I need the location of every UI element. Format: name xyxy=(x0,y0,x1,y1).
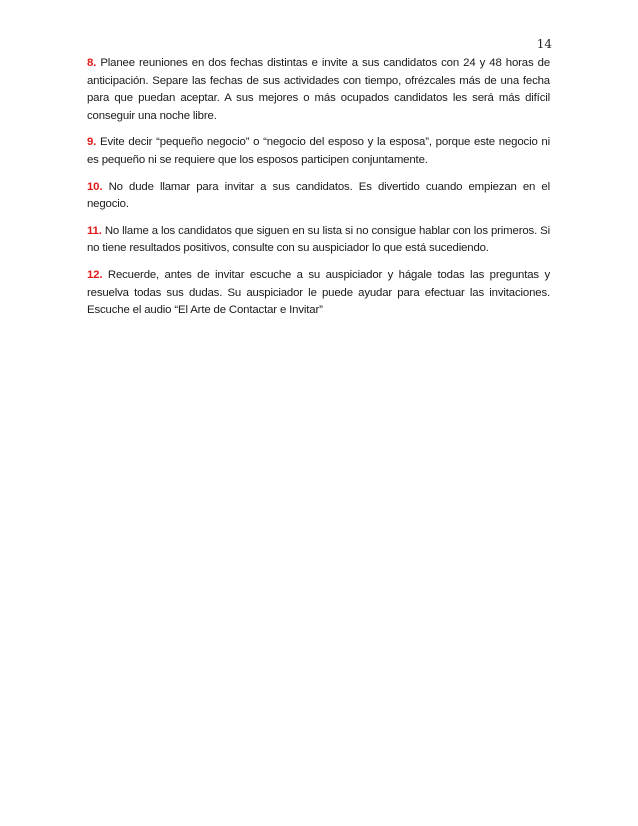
list-item-9 xyxy=(87,134,550,169)
item-number: 11. xyxy=(87,224,102,237)
item-text: Planee reuniones en dos fechas distintas e invite a sus candidatos con 24 y 48 horas de anticipación. Separe las fechas de sus actividades con tiempo, ofrézcales más de una fecha para que puedan aceptar. A sus mejores o más ocupados candidatos les será más difícil conseguir una noche libre. xyxy=(87,57,550,122)
item-text: Evite decir “pequeño negocio” o “negocio del esposo y la esposa”, porque este negocio ni es pequeño ni se requiere que los esposos participen conjuntamente. xyxy=(87,136,550,166)
item-number: 10. xyxy=(87,180,103,193)
item-text: No dude llamar para invitar a sus candidatos. Es divertido cuando empiezan en el negocio. xyxy=(87,180,550,211)
page-number: 14 xyxy=(536,37,552,51)
item-text: Recuerde, antes de invitar escuche a su auspiciador y hágale todas las preguntas y resuelva todas sus dudas. Su auspiciador le puede ayudar para efectuar las invitaciones. Escuche el audio “El Arte de Contactar e Invitar” xyxy=(87,268,550,317)
list-item-12 xyxy=(87,267,550,320)
item-text: No llame a los candidatos que siguen en su lista si no consigue hablar con los primeros. Si no tiene resultados positivos, consulte con su auspiciador lo que está sucediendo. xyxy=(87,224,550,255)
document-body xyxy=(87,55,550,329)
list-item-11 xyxy=(87,223,550,258)
item-number: 8. xyxy=(87,57,97,69)
item-number: 12. xyxy=(87,268,103,281)
list-item-8 xyxy=(87,55,550,125)
item-number: 9. xyxy=(87,136,97,149)
list-item-10 xyxy=(87,179,550,214)
